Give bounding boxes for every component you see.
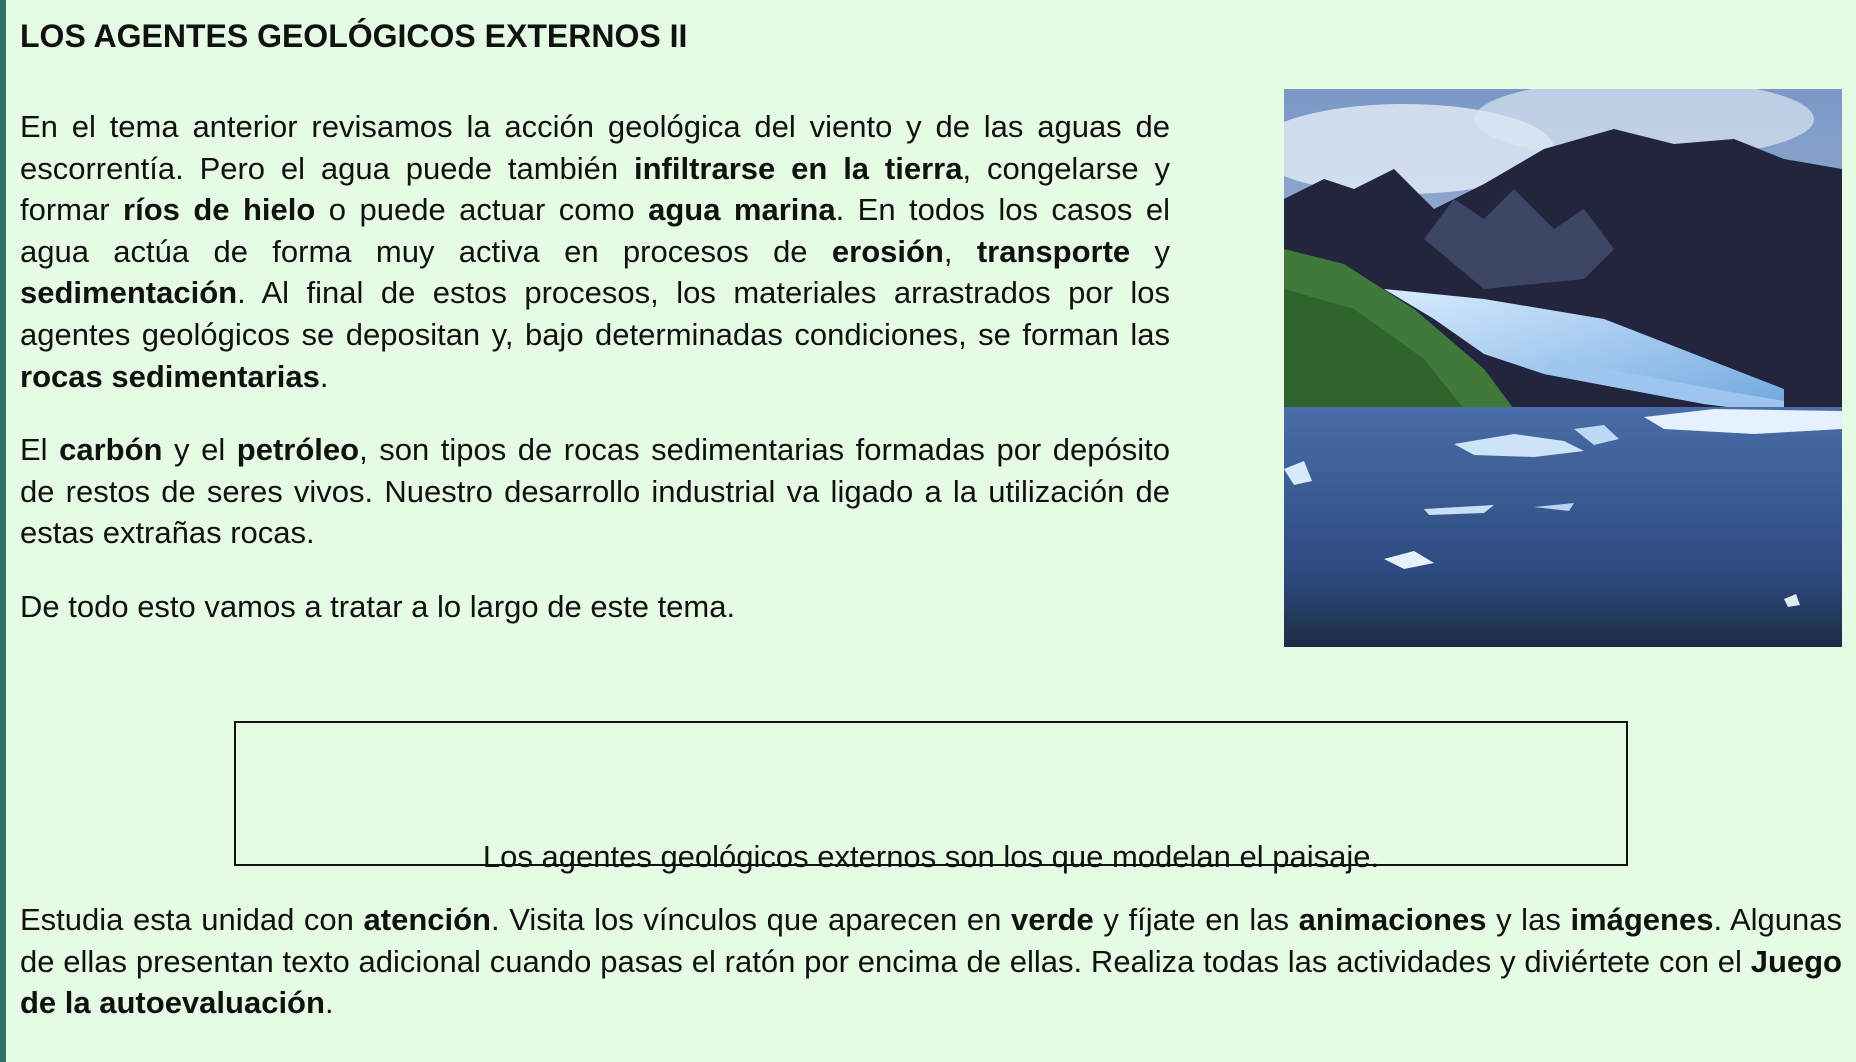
paragraph-water-action xyxy=(20,106,1170,397)
caption-box xyxy=(234,721,1628,874)
text-run: , son tipos de rocas sedimentarias formadas por depósito de restos de seres vivos. Nuestro desarrollo industrial va ligado a la utilización de estas extrañas rocas. xyxy=(20,432,1171,551)
text-run: . xyxy=(324,985,334,1021)
text-run: En el tema anterior revisamos la acción geológica del viento y de las aguas de escorrentía. Pero el agua puede también xyxy=(20,109,1170,186)
highlight-juego-autoevaluacion: Juego de la autoevaluación xyxy=(20,943,1842,1021)
text-run: y el xyxy=(162,432,237,468)
highlight-verde: verde xyxy=(1011,902,1094,937)
text-run: , xyxy=(943,233,977,269)
text-run: El xyxy=(20,432,60,468)
paragraph-coal-oil xyxy=(20,429,1170,554)
paragraph-topic-intro: De todo esto vamos a tratar a lo largo de este tema. xyxy=(20,588,736,624)
page-title: LOS AGENTES GEOLÓGICOS EXTERNOS II xyxy=(20,18,688,54)
text-run: y fíjate en las xyxy=(1093,902,1299,937)
highlight-sedimentacion: sedimentación xyxy=(20,275,238,311)
glacier-photo xyxy=(1284,89,1842,647)
highlight-rocas-sedimentarias: rocas sedimentarias xyxy=(20,358,320,394)
text-run: . En todos los casos el agua actúa de forma muy activa en procesos de xyxy=(20,192,1170,269)
highlight-erosion: erosión xyxy=(831,233,944,269)
highlight-agua-marina: agua marina xyxy=(648,192,836,228)
highlight-animaciones: animaciones xyxy=(1298,902,1487,937)
text-run: y las xyxy=(1486,902,1571,937)
intro-text xyxy=(20,106,1170,660)
highlight-infiltrarse: infiltrarse en la tierra xyxy=(634,150,963,186)
highlight-rios-de-hielo: ríos de hielo xyxy=(123,192,316,228)
highlight-transporte: transporte xyxy=(976,233,1131,269)
text-run: . Algunas de ellas presentan texto adicional cuando pasas el ratón por encima de ellas. Realiza todas las actividades y diviértete con el xyxy=(20,902,1842,979)
text-run: . xyxy=(319,358,329,394)
text-run: . Visita los vínculos que aparecen en xyxy=(491,902,1011,937)
text-run: o puede actuar como xyxy=(315,192,649,228)
text-run: y xyxy=(1130,233,1170,269)
highlight-atencion: atención xyxy=(363,902,491,937)
highlight-petroleo: petróleo xyxy=(236,432,360,468)
text-run: . Al final de estos procesos, los materiales arrastrados por los agentes geológicos se depositan y, bajo determinadas condiciones, se forman las xyxy=(20,275,1170,352)
caption-text: Los agentes geológicos externos son los que modelan el paisaje. xyxy=(482,839,1380,874)
text-run: , congelarse y formar xyxy=(20,150,1171,228)
highlight-imagenes: imágenes xyxy=(1570,902,1714,937)
text-run: Estudia esta unidad con xyxy=(20,902,364,937)
highlight-carbon: carbón xyxy=(59,432,163,468)
study-instructions xyxy=(20,899,1842,1024)
left-border xyxy=(0,0,6,1062)
